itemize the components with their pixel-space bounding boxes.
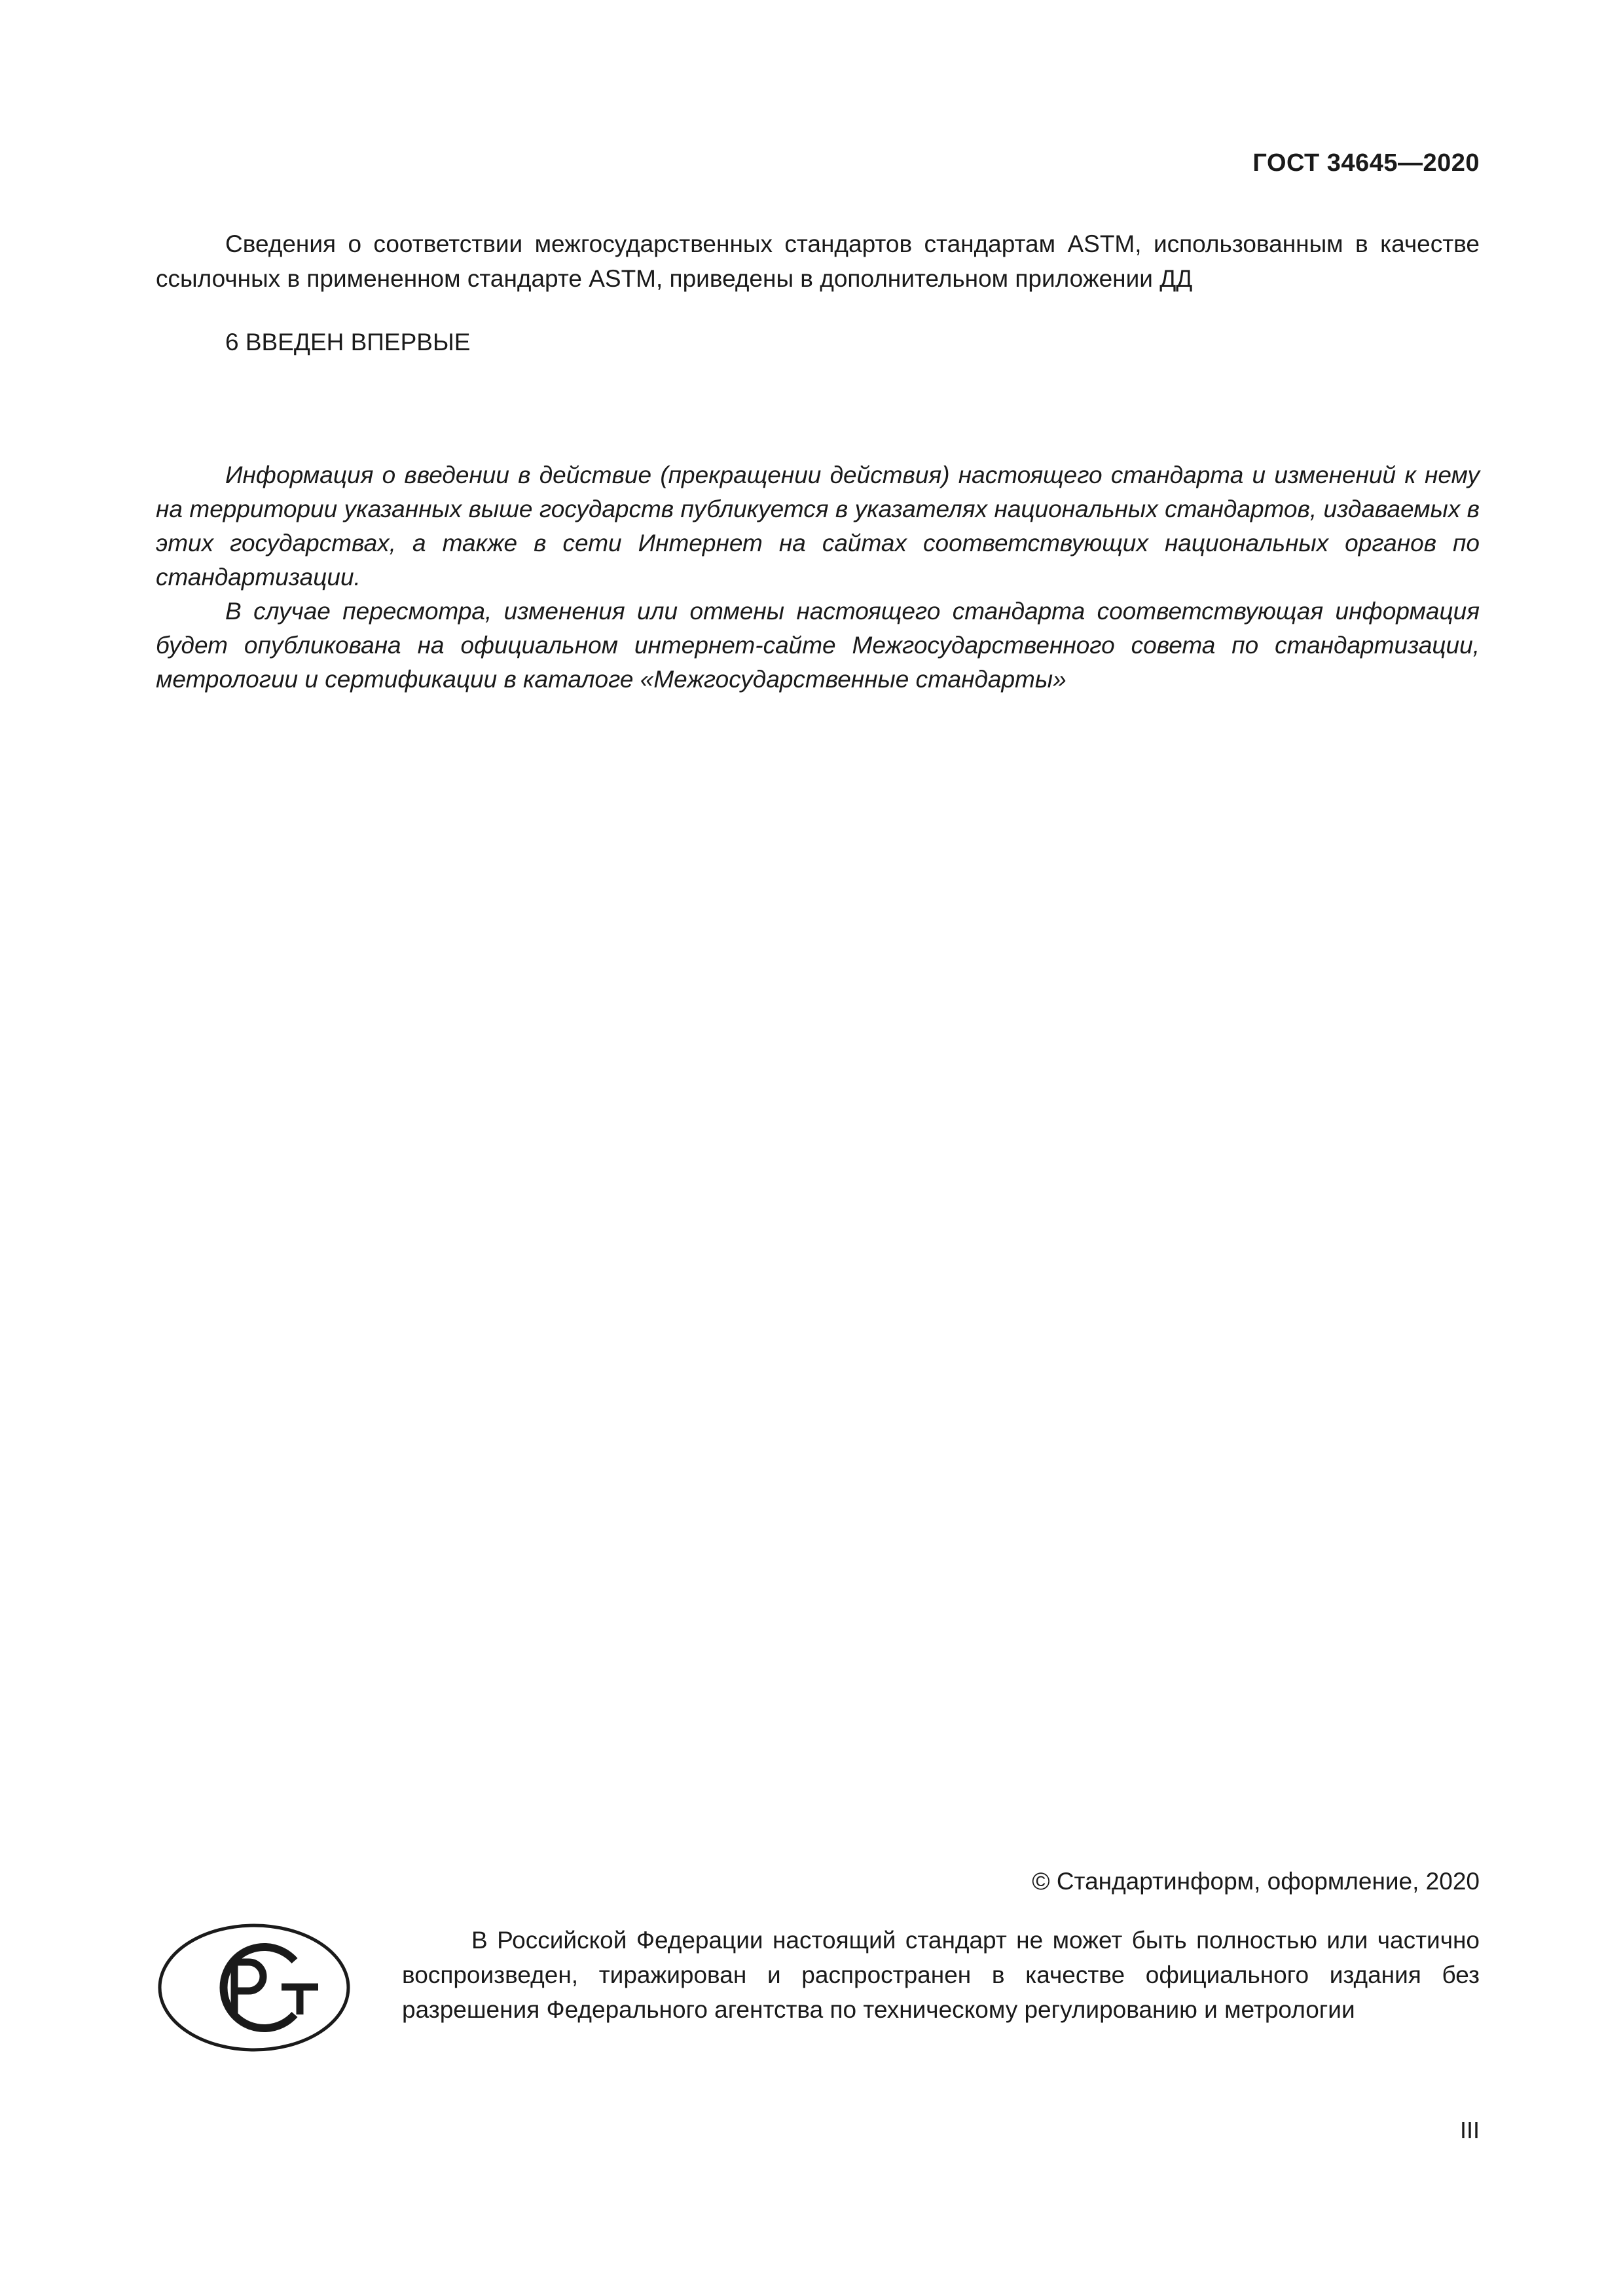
info-paragraph-enactment: Информация о введении в действие (прекращении действия) настоящего стандарта и изменений к нему на территории указанных выше государств публикуется в указателях национальных стандартов, издаваемых в этих государствах, а также в сети Интернет на сайтах соответствующих национальных органов по стандартизации.: [156, 462, 1480, 591]
rst-logo-icon: [157, 1923, 351, 2052]
introduced-first-paragraph: 6 ВВЕДЕН ВПЕРВЫЕ: [225, 329, 471, 355]
info-paragraph-revision: В случае пересмотра, изменения или отмены настоящего стандарта соответствующая информация будет опубликована на официальном интернет-сайте Межгосударственного совета по стандартизации, метрологии и сертификации в каталоге «Межгосударственные стандарты»: [156, 598, 1480, 693]
legal-notice-block: [402, 1923, 1480, 2027]
page-number: III: [1459, 2117, 1480, 2143]
copyright-notice: © Стандартинформ, оформление, 2020: [1032, 1868, 1480, 1895]
introduced-first-block: [156, 325, 1480, 359]
info-block: [156, 458, 1480, 697]
reference-note-paragraph: Сведения о соответствии межгосударственных стандартов стандартам ASTM, использованным в качестве ссылочных в примененном стандарте ASTM, приведены в дополнительном приложении ДД: [156, 230, 1480, 292]
legal-notice-paragraph: В Российской Федерации настоящий стандарт не может быть полностью или частично воспроизведен, тиражирован и распространен в качестве официального издания без разрешения Федерального агентства по техническому регулированию и метрологии: [402, 1927, 1480, 2023]
reference-note-block: [156, 227, 1480, 296]
standard-code-header: ГОСТ 34645—2020: [1252, 149, 1480, 177]
